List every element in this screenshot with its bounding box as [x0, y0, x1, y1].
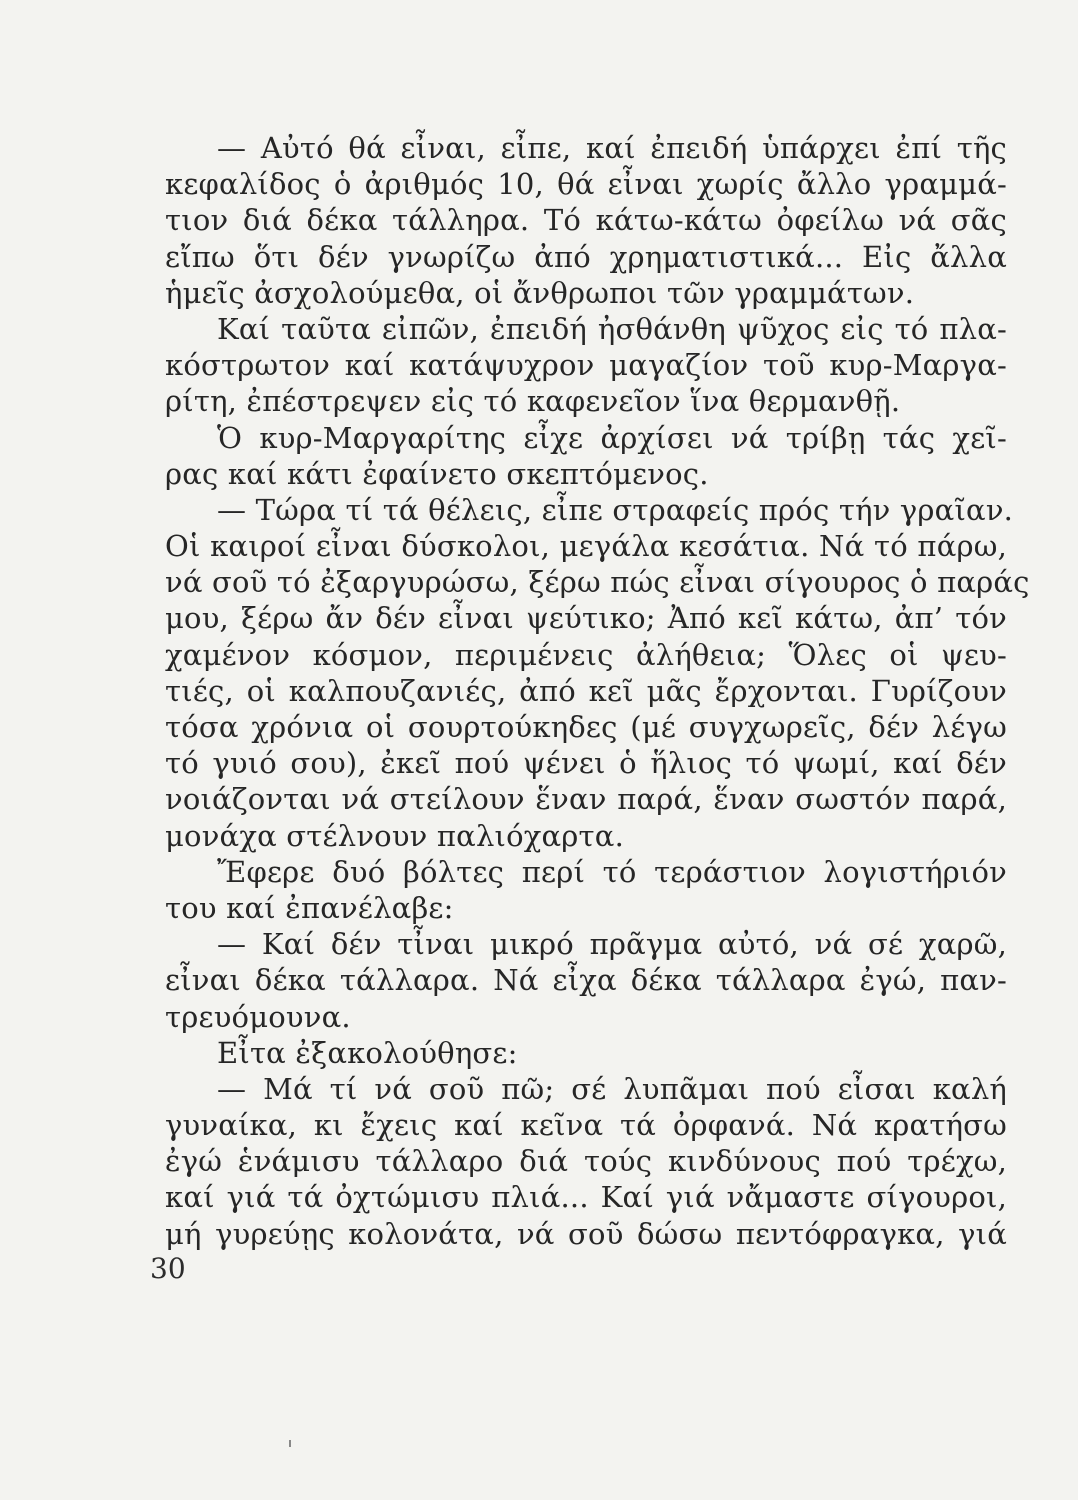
page-number: 30	[150, 1252, 186, 1285]
text-line: Ἔφερε δυό βόλτες περί τό τεράστιον λογιστήριόν	[217, 854, 1007, 889]
text-line: του καί ἐπανέλαβε:	[165, 890, 454, 925]
text-line: καί γιά τά ὀχτώμισυ πλιά... Καί γιά νἄμαστε σίγουροι,	[165, 1180, 1007, 1215]
text-line: — Τώρα τί τά θέλεις, εἶπε στραφείς πρός τήν γραῖαν.	[217, 492, 1014, 527]
text-line: ρας καί κάτι ἐφαίνετο σκεπτόμενος.	[165, 456, 709, 491]
text-line: Οἱ καιροί εἶναι δύσκολοι, μεγάλα κεσάτια. Νά τό πάρω,	[165, 529, 1007, 564]
text-line: νά σοῦ τό ἐξαργυρώσω, ξέρω πώς εἶναι σίγουρος ὁ παράς	[165, 565, 1030, 600]
text-line: μου, ξέρω ἄν δέν εἶναι ψεύτικο; Ἀπό κεῖ κάτω, ἀπ’ τόν	[165, 601, 1007, 636]
text-line: χαμένον κόσμον, περιμένεις ἀλήθεια; Ὅλες οἱ ψευ-	[165, 637, 1007, 672]
text-line: εἶναι δέκα τάλλαρα. Νά εἶχα δέκα τάλλαρα ἐγώ, παν-	[165, 963, 1007, 998]
scan-mark	[289, 1440, 291, 1447]
text-line: κεφαλίδος ὁ ἀριθμός 10, θά εἶναι χωρίς ἄλλο γραμμά-	[165, 167, 1007, 202]
text-line: τιον διά δέκα τάλληρα. Τό κάτω-κάτω ὀφείλω νά σᾶς	[165, 203, 1007, 238]
text-line: κόστρωτον καί κατάψυχρον μαγαζίον τοῦ κυρ-Μαργα-	[165, 348, 1007, 383]
text-line: τόσα χρόνια οἱ σουρτούκηδες (μέ συγχωρεῖς, δέν λέγω	[165, 710, 1007, 744]
text-line: τρευόμουνα.	[165, 999, 351, 1034]
text-line: τό γυιό σου), ἐκεῖ πού ψένει ὁ ἥλιος τό ψωμί, καί δέν	[165, 746, 1007, 781]
text-line: — Αὐτό θά εἶναι, εἶπε, καί ἐπειδή ὑπάρχει ἐπί τῆς	[217, 131, 1007, 165]
text-line: Ὁ κυρ-Μαργαρίτης εἶχε ἀρχίσει νά τρίβῃ τάς χεῖ-	[217, 420, 1007, 455]
text-line: τιές, οἱ καλπουζανιές, ἀπό κεῖ μᾶς ἔρχονται. Γυρίζουν	[165, 673, 1007, 708]
text-line: μή γυρεύῃς κολονάτα, νά σοῦ δώσω πεντόφραγκα, γιά	[165, 1216, 1007, 1251]
text-line: Εἶτα ἐξακολούθησε:	[217, 1035, 518, 1070]
text-line: γυναίκα, κι ἔχεις καί κεῖνα τά ὀρφανά. Νά κρατήσω	[165, 1108, 1007, 1143]
text-line: εἴπω ὅτι δέν γνωρίζω ἀπό χρηματιστικά... Εἰς ἄλλα	[165, 239, 1007, 274]
text-line: ἐγώ ἑνάμισυ τάλλαρο διά τούς κινδύνους πού τρέχω,	[165, 1144, 1007, 1179]
text-line: ρίτη, ἐπέστρεψεν εἰς τό καφενεῖον ἵνα θερμανθῇ.	[165, 384, 901, 419]
page-text	[165, 130, 1030, 1252]
text-line: — Καί δέν τἶναι μικρό πρᾶγμα αὐτό, νά σέ χαρῶ,	[217, 927, 1007, 962]
text-line: — Μά τί νά σοῦ πῶ; σέ λυπᾶμαι πού εἶσαι καλή	[217, 1071, 1007, 1106]
text-line: νοιάζονται νά στείλουν ἕναν παρά, ἕναν σωστόν παρά,	[165, 782, 1007, 817]
text-line: μονάχα στέλνουν παλιόχαρτα.	[165, 818, 625, 853]
text-line: ἡμεῖς ἀσχολούμεθα, οἱ ἄνθρωποι τῶν γραμμάτων.	[165, 275, 915, 310]
text-line: Καί ταῦτα εἰπῶν, ἐπειδή ἠσθάνθη ψῦχος εἰς τό πλα-	[217, 311, 1007, 346]
